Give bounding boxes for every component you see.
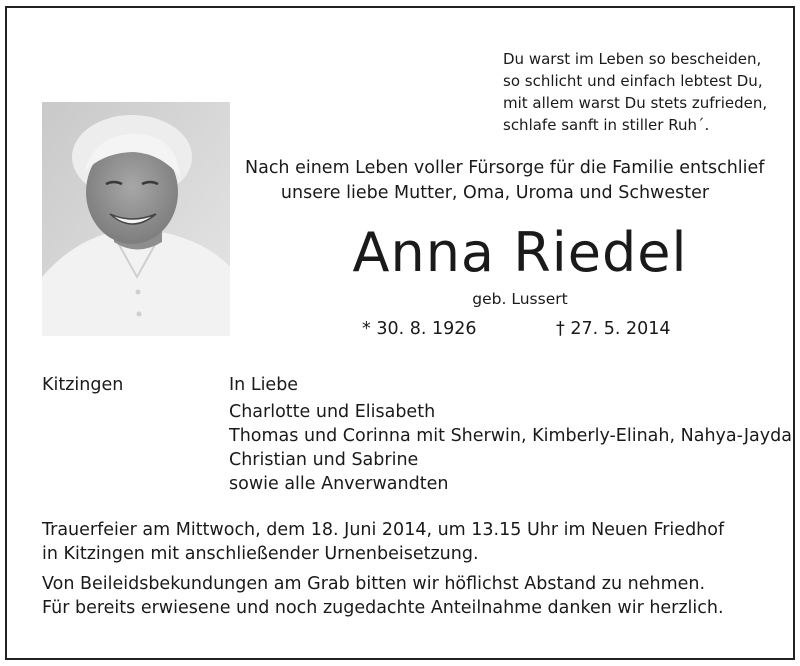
portrait-image [42,102,230,336]
intro-line: unsere liebe Mutter, Oma, Uroma und Schwester [280,183,710,203]
mourner-line: sowie alle Anverwandten [229,474,449,494]
mourner-line: Thomas und Corinna mit Sherwin, Kimberly-Elinah, Nahya-Jayda [229,426,792,446]
mourner-line: Christian und Sabrine [229,450,419,470]
request-line: Von Beileidsbekundungen am Grab bitten wir höflichst Abstand zu nehmen. [42,574,706,594]
funeral-service-info [42,518,782,566]
poem-line: schlafe sanft in stiller Ruh´. [503,116,710,134]
deceased-name: Anna Riedel [352,221,688,284]
place-name: Kitzingen [42,375,124,395]
portrait-photo [42,102,230,336]
poem-line: Du warst im Leben so bescheiden, [503,50,762,68]
mourners-lead: In Liebe [229,375,299,395]
poem-line: so schlicht und einfach lebtest Du, [503,72,763,90]
mourner-line: Charlotte und Elisabeth [229,402,436,422]
death-date: † 27. 5. 2014 [556,319,671,339]
request-line: Für bereits erwiesene und noch zugedachte Anteilnahme danken wir herzlich. [42,598,724,618]
poem-line: mit allem warst Du stets zufrieden, [503,94,768,112]
intro-line: Nach einem Leben voller Fürsorge für die Familie entschlief [245,158,765,178]
intro-text [245,156,765,206]
service-line: Trauerfeier am Mittwoch, dem 18. Juni 2014, um 13.15 Uhr im Neuen Friedhof [42,520,725,540]
birth-date: * 30. 8. 1926 [362,319,477,339]
mourners-list [229,373,792,496]
poem [503,48,783,136]
maiden-name: geb. Lussert [472,290,568,308]
condolence-request [42,572,782,620]
service-line: in Kitzingen mit anschließender Urnenbeisetzung. [42,544,479,564]
